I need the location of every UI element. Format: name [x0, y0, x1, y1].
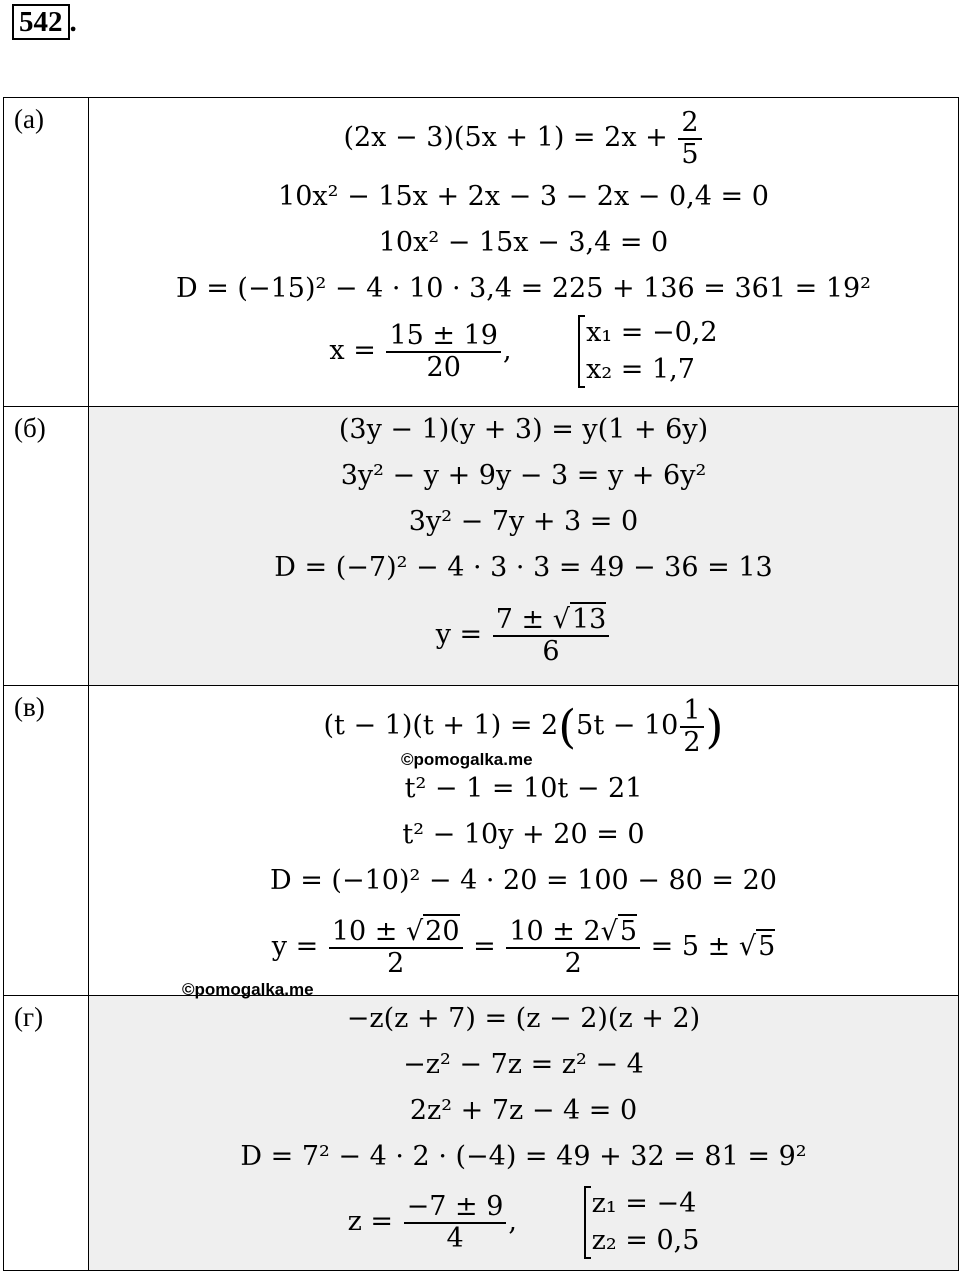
root-comma: , [508, 1206, 518, 1237]
part-d-line-1: −z(z + 7) = (z − 2)(z + 2) [346, 1003, 701, 1034]
fraction-numerator: 15 ± 19 [386, 321, 501, 353]
root-lhs: y = [271, 931, 319, 962]
root-2: x₂ = 1,7 [586, 353, 695, 385]
part-b-line-3: 3y² − 7y + 3 = 0 [408, 506, 639, 537]
part-c-eq-inner: 5t − 10 [576, 710, 679, 741]
part-a-line-1: 10x² − 15x + 2x − 3 − 2x − 0,4 = 0 [278, 181, 769, 212]
part-a-label: (а) [4, 98, 89, 407]
root-comma: , [502, 335, 512, 366]
numerator-prefix: 10 ± [331, 915, 398, 947]
solution-table [3, 97, 959, 1271]
fraction-denominator: 5 [681, 138, 699, 170]
root-fraction-1 [329, 917, 463, 978]
part-c-eq-fraction [680, 696, 703, 757]
fraction-denominator: 6 [542, 635, 560, 667]
problem-number-text: 542 [19, 6, 63, 38]
part-b-row [4, 407, 959, 686]
fraction-numerator: 10 ± √20 [329, 917, 463, 949]
part-d-line-2: −z² − 7z = z² − 4 [403, 1049, 644, 1080]
root-fraction [493, 605, 610, 666]
part-c-body [89, 686, 959, 996]
left-paren: ( [558, 699, 577, 754]
part-c-line-2: t² − 10y + 20 = 0 [402, 819, 645, 850]
root-lhs: x = [329, 335, 376, 366]
root-fraction-2 [506, 917, 640, 978]
sqrt-radicand: 13 [571, 603, 607, 635]
part-a-roots [89, 312, 958, 390]
watermark: ©pomogalka.me [401, 750, 533, 769]
part-c-roots: y = $\frac{10 \pm √20}{2}$ = $\frac{10 \pm 2√5}{2}$ = 5 ± √5 [271, 915, 776, 979]
numerator-prefix: 7 ± [495, 603, 545, 635]
part-a-row [4, 98, 959, 407]
problem-number-box [12, 4, 70, 40]
roots-system [584, 1186, 700, 1259]
problem-number-dot: . [69, 6, 77, 38]
root-2: z₂ = 0,5 [591, 1224, 700, 1256]
fraction-denominator: 2 [564, 947, 582, 979]
part-a-eq-left: (2x − 3)(5x + 1) = 2x + [343, 122, 668, 153]
fraction-denominator: 4 [446, 1222, 464, 1254]
root-fraction [404, 1192, 507, 1253]
part-a-line-2: 10x² − 15x − 3,4 = 0 [378, 227, 669, 258]
fraction-numerator: 10 ± 2√5 [506, 917, 640, 949]
part-c-line-3: D = (−10)² − 4 · 20 = 100 − 80 = 20 [270, 865, 777, 896]
numerator-prefix: 10 ± 2 [509, 915, 601, 947]
part-c-label: (в) [4, 686, 89, 996]
part-b-body [89, 407, 959, 686]
fraction-denominator: 2 [683, 726, 701, 758]
root-1: z₁ = −4 [591, 1188, 697, 1220]
part-c-eq-left: (t − 1)(t + 1) = 2 [323, 710, 559, 741]
right-paren: ) [705, 699, 724, 754]
root-lhs: y = [435, 619, 483, 650]
part-b-line-1: (3y − 1)(y + 3) = y(1 + 6y) [338, 414, 709, 445]
part-a-equation [89, 102, 958, 174]
part-b-line-2: 3y² − y + 9y − 3 = y + 6y² [340, 460, 707, 491]
part-c-row [4, 686, 959, 996]
part-b-label: (б) [4, 407, 89, 686]
fraction-numerator: 1 [680, 696, 703, 728]
part-b-roots [89, 591, 958, 679]
root-fraction [386, 321, 501, 382]
part-b-line-4: D = (−7)² − 4 · 3 · 3 = 49 − 36 = 13 [274, 552, 773, 583]
part-a-eq-fraction [678, 108, 701, 169]
part-a-body [89, 98, 959, 407]
part-d-line-4: D = 7² − 4 · 2 · (−4) = 49 + 32 = 81 = 9² [240, 1141, 807, 1172]
sqrt-radicand: 20 [425, 915, 460, 947]
fraction-numerator: 2 [678, 108, 701, 140]
part-d-row [4, 996, 959, 1271]
fraction-numerator: 7 ± √13 [493, 605, 610, 637]
sqrt-radicand: 5 [758, 931, 776, 962]
part-d-body [89, 996, 959, 1271]
simplified-root: = 5 ± [650, 931, 731, 962]
equals-sign: = [473, 931, 496, 962]
part-a-line-3: D = (−15)² − 4 · 10 · 3,4 = 225 + 136 = 361 = 19² [176, 273, 871, 304]
problem-number [12, 4, 77, 40]
part-d-roots [89, 1180, 958, 1264]
fraction-numerator: −7 ± 9 [404, 1192, 507, 1224]
root-lhs: z = [347, 1206, 394, 1237]
part-c-line-1: t² − 1 = 10t − 21 [404, 773, 643, 804]
watermark: ©pomogalka.me [182, 980, 314, 999]
root-1: x₁ = −0,2 [586, 317, 718, 349]
fraction-denominator: 20 [426, 351, 461, 383]
fraction-denominator: 2 [387, 947, 405, 979]
roots-system [578, 315, 717, 388]
part-d-line-3: 2z² + 7z − 4 = 0 [409, 1095, 638, 1126]
part-d-label: (г) [4, 996, 89, 1271]
sqrt-radicand: 5 [619, 915, 638, 947]
